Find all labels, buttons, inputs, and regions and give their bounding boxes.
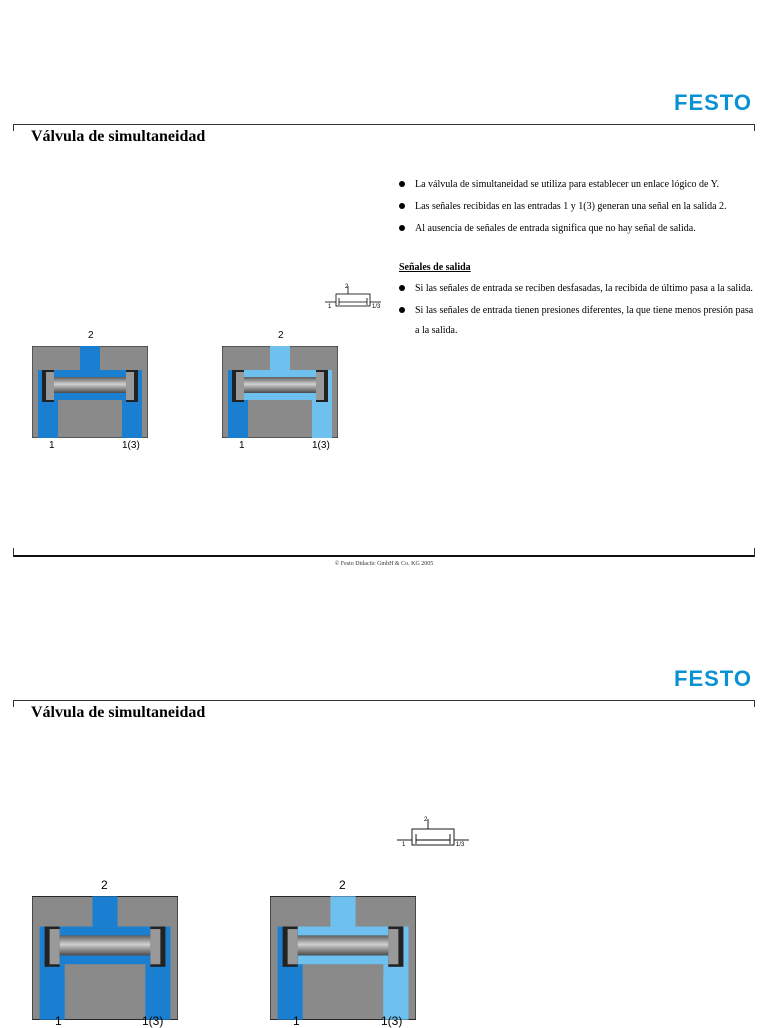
valve-diagram-right	[222, 330, 342, 454]
port-label-2: 2	[278, 330, 284, 341]
bullet-item: Si las señales de entrada se reciben desfasadas, la recibida de último pasa a la salida.	[399, 279, 755, 299]
festo-logo: FESTO	[674, 666, 752, 691]
subheading: Señales de salida	[399, 262, 471, 273]
sub-bullet-list	[399, 279, 755, 343]
valve-diagram-left	[32, 330, 152, 454]
symbol-port-2: 2	[424, 817, 428, 823]
header-rule-tick-left	[13, 700, 14, 707]
footer-rule-tick-left	[13, 548, 14, 556]
port-label-2: 2	[339, 878, 346, 892]
port-label-13: 1(3)	[381, 1014, 403, 1028]
header-rule-tick-left	[13, 124, 14, 131]
copyright: © Festo Didactic GmbH & Co. KG 2005	[334, 561, 434, 567]
symbol-port-13: 1/3	[456, 842, 465, 848]
port-label-1: 1	[49, 440, 55, 451]
valve-symbol	[397, 816, 473, 856]
port-label-1: 1	[293, 1014, 300, 1028]
symbol-port-13: 1/3	[372, 304, 381, 310]
valve-diagram-right	[270, 876, 420, 1024]
bullet-item: Las señales recibidas en las entradas 1 y 1(3) generan una señal en la salida 2.	[399, 197, 759, 217]
header-rule-tick-right	[754, 124, 755, 131]
bullet-item: Si las señales de entrada tienen presiones diferentes, la que tiene menos presión pasa a la salida.	[399, 301, 755, 341]
header-rule-tick-right	[754, 700, 755, 707]
bullet-item: La válvula de simultaneidad se utiliza para establecer un enlace lógico de Y.	[399, 175, 759, 195]
symbol-port-1: 1	[402, 842, 406, 848]
symbol-port-2: 2	[345, 284, 349, 290]
footer-rule	[13, 555, 755, 557]
port-label-13: 1(3)	[312, 440, 330, 451]
bullet-list	[399, 175, 759, 241]
valve-symbol	[325, 284, 385, 314]
festo-logo: FESTO	[674, 90, 752, 115]
footer-rule-tick-right	[754, 548, 755, 556]
port-label-13: 1(3)	[122, 440, 140, 451]
symbol-port-1: 1	[328, 304, 332, 310]
port-label-2: 2	[88, 330, 94, 341]
page-title: Válvula de simultaneidad	[31, 128, 206, 145]
header-rule	[13, 700, 755, 701]
page-title: Válvula de simultaneidad	[31, 704, 206, 721]
port-label-1: 1	[239, 440, 245, 451]
port-label-13: 1(3)	[142, 1014, 164, 1028]
port-label-1: 1	[55, 1014, 62, 1028]
port-label-2: 2	[101, 878, 108, 892]
valve-diagram-left	[32, 876, 182, 1024]
bullet-item: Al ausencia de señales de entrada significa que no hay señal de salida.	[399, 219, 759, 239]
header-rule	[13, 124, 755, 125]
